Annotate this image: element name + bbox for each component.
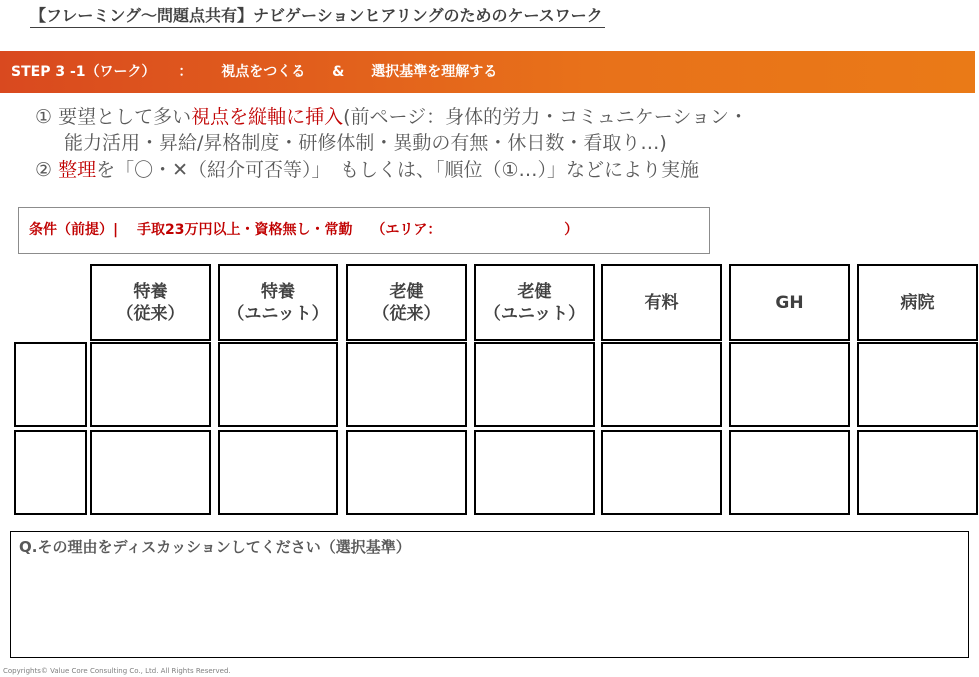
copyright-text: Copyrights© Value Core Consulting Co., Ltd. All Rights Reserved.: [3, 667, 231, 675]
header-label: 病院: [900, 292, 935, 313]
instruction-1-text: ① 要望として多い: [35, 106, 192, 128]
header-label: GH: [775, 292, 804, 313]
header-cell-hospital: [857, 264, 978, 341]
header-label: 特養: [260, 281, 295, 302]
condition-label: 条件（前提）|: [29, 222, 119, 238]
instruction-line-1: [35, 104, 748, 130]
step-topic: 視点をつくる: [221, 64, 306, 80]
table-cell[interactable]: [218, 430, 338, 515]
header-label: 老健: [517, 281, 552, 302]
instruction-line-2: 能力活用・昇給/昇格制度・研修体制・異動の有無・休日数・看取り…): [64, 132, 667, 154]
table-cell[interactable]: [90, 342, 211, 427]
instruction-line-3: [35, 157, 699, 183]
header-cell-tokuyo-traditional: [90, 264, 211, 341]
table-cell[interactable]: [346, 430, 467, 515]
header-sublabel: （ユニット）: [227, 303, 329, 324]
table-cell[interactable]: [346, 342, 467, 427]
table-cell[interactable]: [601, 430, 722, 515]
step-colon: ：: [178, 64, 193, 80]
table-cell[interactable]: [729, 430, 850, 515]
header-cell-roken-unit: [474, 264, 595, 341]
header-cell-gh: [729, 264, 850, 341]
condition-box: [18, 207, 710, 254]
table-cell[interactable]: [474, 342, 595, 427]
table-cell[interactable]: [857, 430, 978, 515]
step-label: STEP 3 -1（ワーク）: [11, 64, 156, 80]
header-sublabel: （従来）: [116, 303, 185, 324]
header-sublabel: （ユニット）: [483, 303, 586, 324]
header-cell-yuryo: [601, 264, 722, 341]
table-cell[interactable]: [729, 342, 850, 427]
condition-area-close: ）: [564, 222, 579, 238]
instruction-1-highlight: 視点を縦軸に挿入: [191, 106, 344, 128]
discussion-question: Q.その理由をディスカッションしてください（選択基準）: [19, 538, 411, 556]
header-sublabel: （従来）: [372, 303, 441, 324]
header-label: 老健: [389, 281, 424, 302]
table-cell[interactable]: [218, 342, 338, 427]
header-cell-roken-traditional: [346, 264, 467, 341]
table-cell[interactable]: [474, 430, 595, 515]
row-label-cell[interactable]: [14, 342, 87, 427]
step-header-bar: [0, 51, 975, 93]
condition-area-label: （エリア：: [371, 222, 442, 238]
table-cell[interactable]: [601, 342, 722, 427]
step-topic-2: 選択基準を理解する: [371, 64, 498, 80]
row-label-cell[interactable]: [14, 430, 87, 515]
table-cell[interactable]: [857, 342, 978, 427]
header-label: 有料: [644, 292, 679, 313]
instruction-1-rest: (前ページ：身体的労力・コミュニケーション・: [343, 106, 748, 128]
condition-text: 手取23万円以上・資格無し・常勤: [137, 222, 353, 238]
table-cell[interactable]: [90, 430, 211, 515]
header-label: 特養: [133, 281, 168, 302]
instruction-3-text: を「〇・✕（紹介可否等）」 もしくは、「順位（①…）」などにより実施: [96, 159, 700, 181]
discussion-box[interactable]: [10, 531, 969, 658]
instruction-3-highlight: 整理: [58, 159, 97, 181]
header-cell-tokuyo-unit: [218, 264, 338, 341]
instruction-3-number: ②: [35, 159, 59, 181]
step-ampersand: &: [332, 64, 345, 80]
page-title: 【フレーミング～問題点共有】ナビゲーションヒアリングのためのケースワーク: [30, 5, 605, 28]
